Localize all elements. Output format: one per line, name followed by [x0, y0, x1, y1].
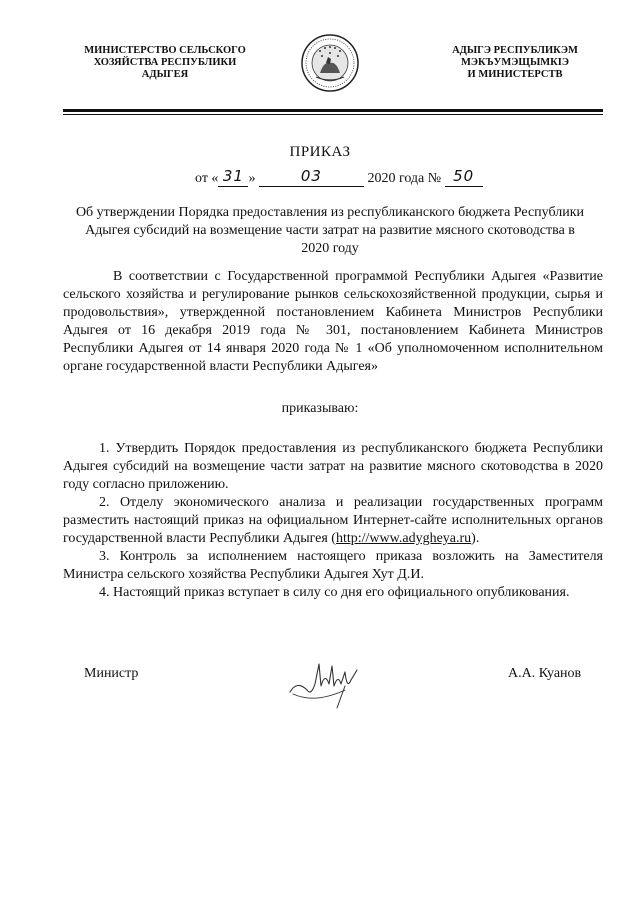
header-divider-thin — [63, 114, 603, 115]
order-number-field — [445, 167, 483, 187]
date-month: 03 — [300, 167, 322, 185]
header-right-line: АДЫГЭ РЕСПУБЛИКЭМ — [452, 45, 578, 56]
header-right-line: МЭКЪУМЭЩЫМКIЭ — [461, 57, 569, 68]
order-items — [63, 440, 603, 602]
order-item: 1. Утвердить Порядок предоставления из республиканского бюджета Республики Адыгея субсидий на возмещение части затрат на развитие мясного скотоводства в 2020 году согласно приложению. — [63, 441, 603, 492]
header-left-line: АДЫГЕЯ — [141, 69, 189, 80]
ministry-header-left — [70, 45, 260, 81]
date-year: 2020 года № — [367, 171, 442, 186]
header-left-line: ХОЗЯЙСТВА РЕСПУБЛИКИ — [93, 57, 237, 68]
ministry-header-right — [445, 45, 585, 81]
document-title: ПРИКАЗ — [289, 144, 351, 160]
header-right-line: И МИНИСТЕРСТВ — [467, 69, 563, 80]
order-item: 3. Контроль за исполнением настоящего приказа возложить на Заместителя Министра сельского хозяйства Республики Адыгея Хут Д.И. — [63, 549, 603, 582]
handwritten-signature — [285, 650, 375, 710]
order-item: 4. Настоящий приказ вступает в силу со дня его официального опубликования. — [99, 585, 570, 600]
date-day: 31 — [222, 167, 244, 185]
order-word: приказываю: — [281, 401, 359, 416]
preamble-paragraph: В соответствии с Государственной программой Республики Адыгея «Развитие сельского хозяйства и регулирование рынков сельскохозяйственной продукции, сырья и продовольствия», утвержденной постановлением Кабинета Министров Республики Адыгея от 16 декабря 2019 года № 301, постановлением Кабинета Министров Республики Адыгея от 14 января 2020 года № 1 «Об уполномоченном исполнительном органе государственной власти Республики Адыгея» — [63, 269, 603, 374]
date-mid: » — [248, 171, 256, 186]
signatory-role: Министр — [84, 666, 139, 681]
date-month-field — [259, 167, 364, 187]
website-link[interactable]: http://www.adygheya.ru — [335, 531, 472, 546]
date-day-field — [218, 167, 248, 187]
date-prefix: от « — [195, 171, 219, 186]
signatory-name: А.А. Куанов — [508, 666, 582, 681]
order-item — [63, 494, 603, 548]
document-subject: Об утверждении Порядка предоставления из республиканского бюджета Республики Адыгея субсидий на возмещение части затрат на развитие мясного скотоводства в 2020 году — [75, 205, 585, 256]
date-number-line — [195, 167, 525, 187]
order-number: 50 — [453, 167, 475, 185]
adygea-coat-of-arms-icon — [300, 33, 360, 93]
order-item-text: 2. Отделу экономического анализа и реализации государственных программ разместить настоящий приказ на официальном Интернет-сайте исполнительных органов государственной власти Республики Адыгея ( — [63, 495, 603, 546]
header-divider-thick — [63, 109, 603, 112]
order-item-text: ). — [471, 531, 480, 546]
header-left-line: МИНИСТЕРСТВО СЕЛЬСКОГО — [84, 45, 246, 56]
